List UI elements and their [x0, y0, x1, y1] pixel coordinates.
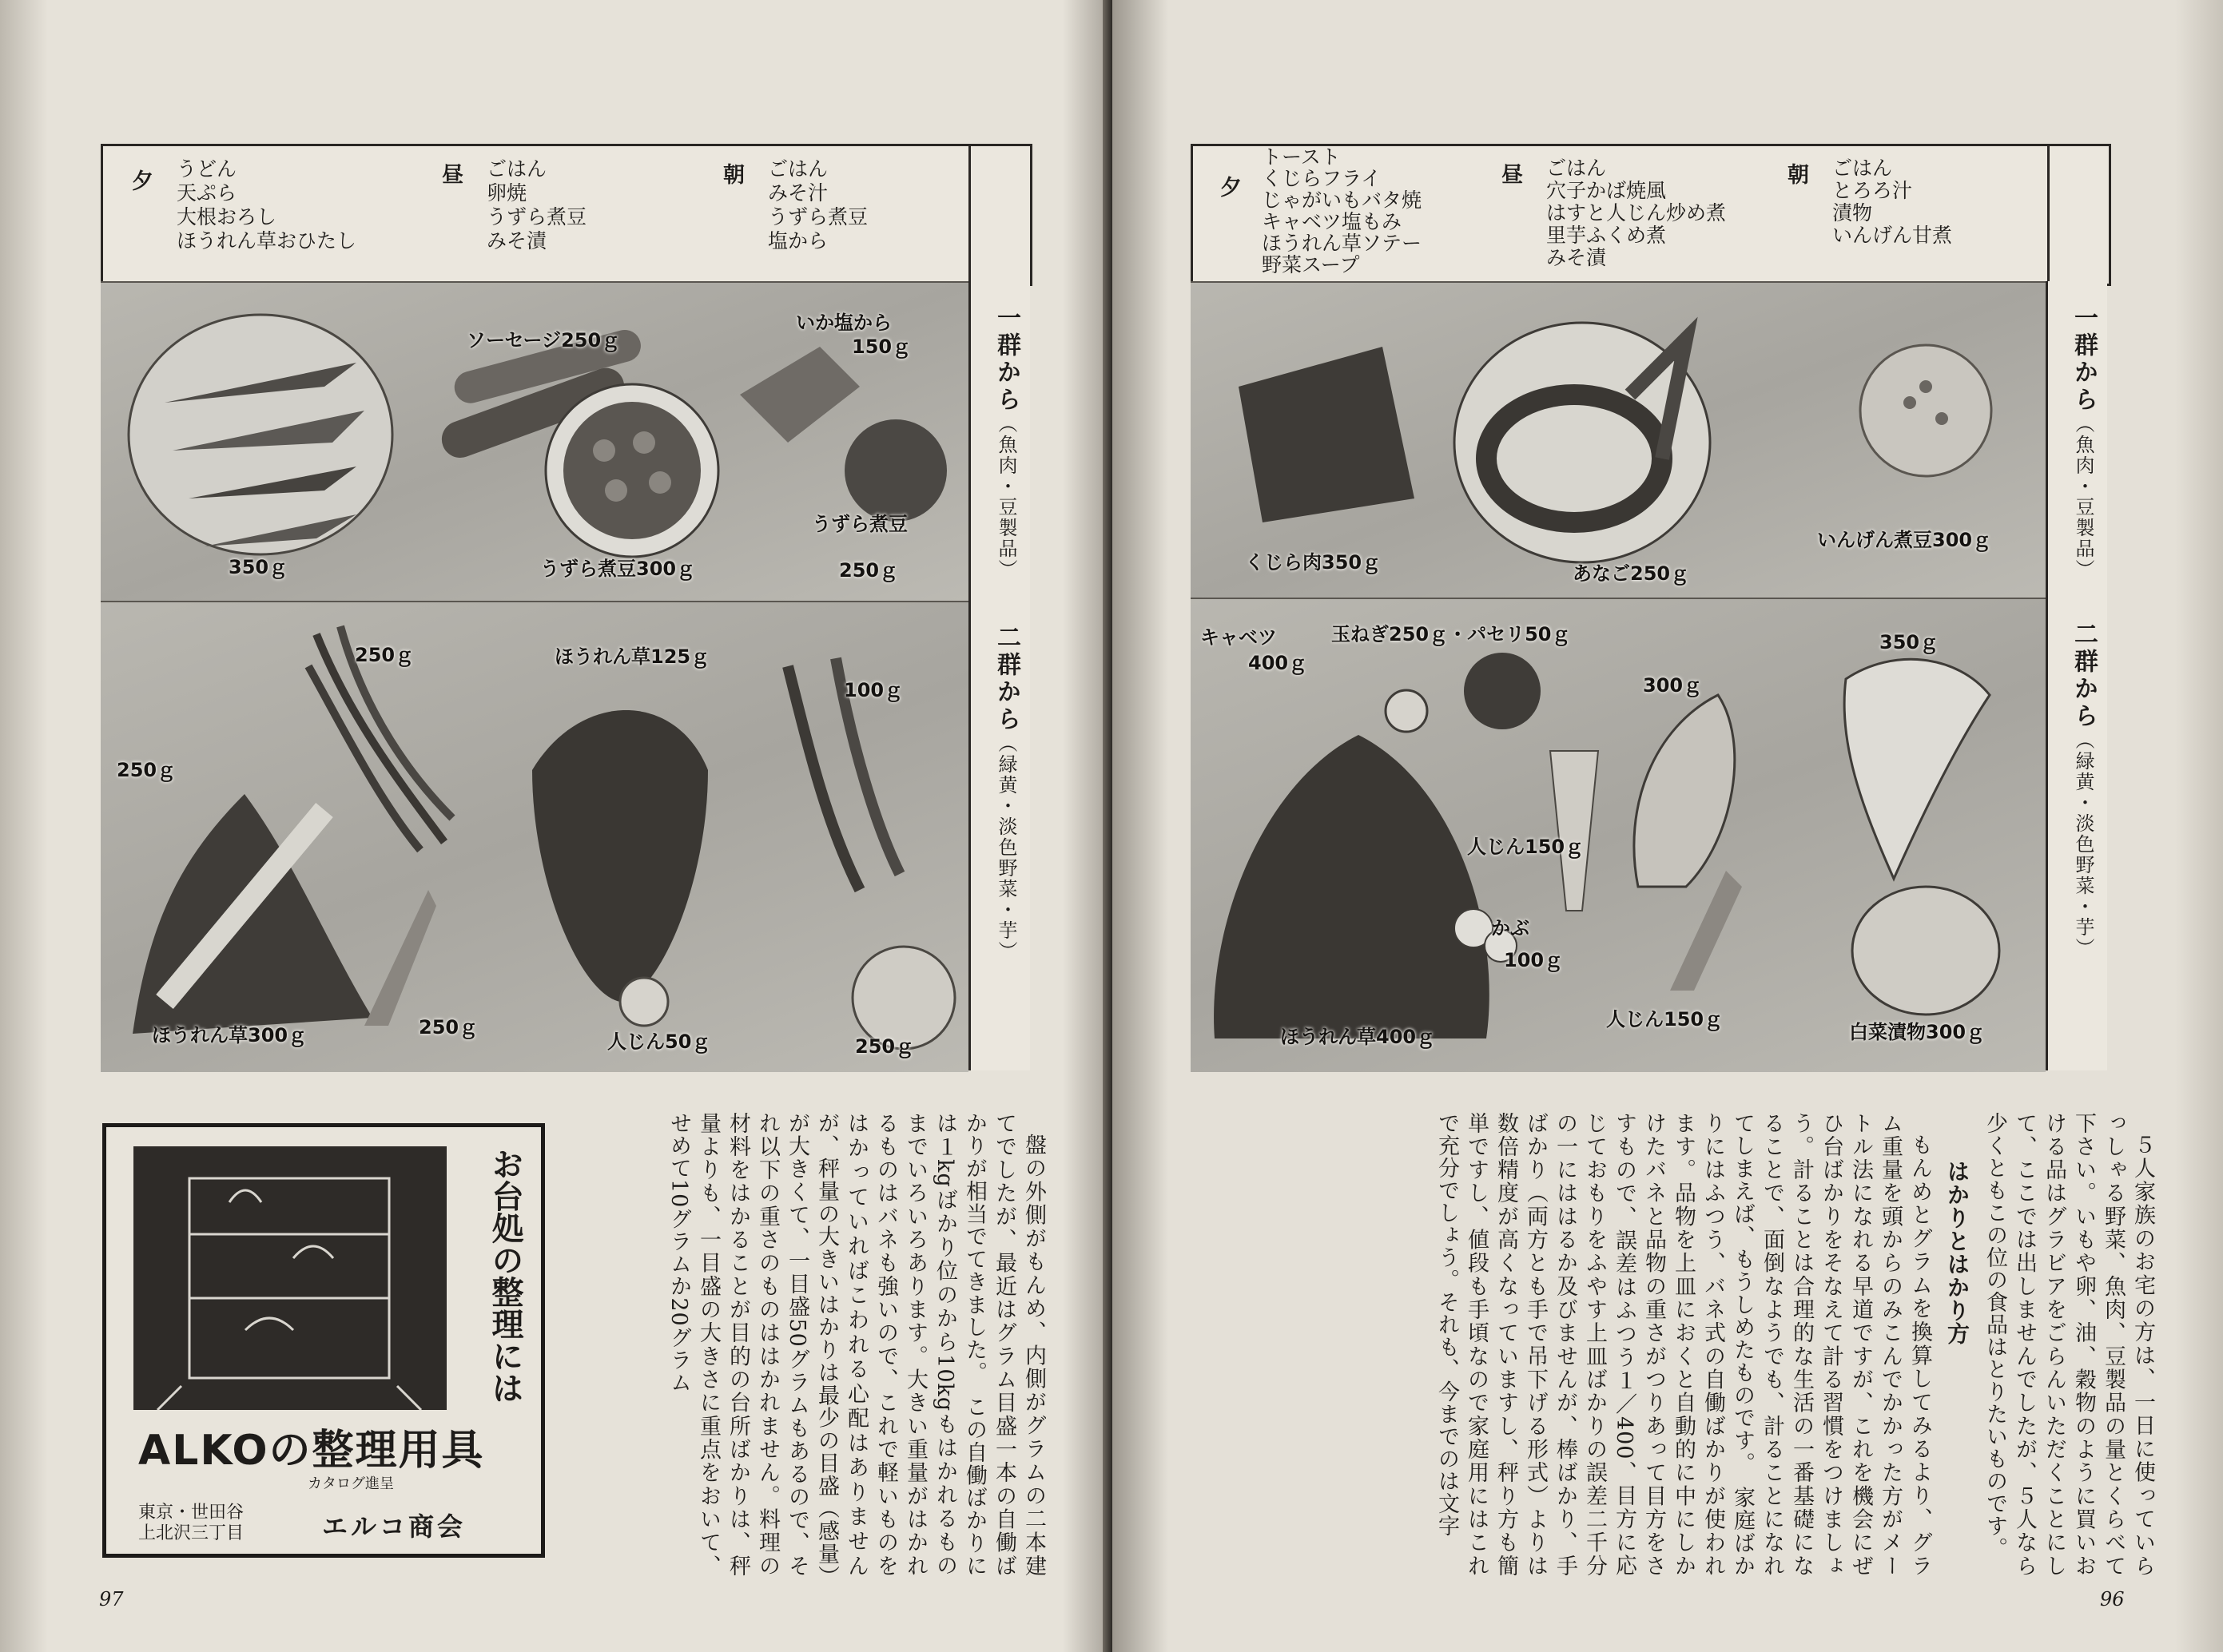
- advertisement: [102, 1123, 545, 1558]
- group1-photo: [1191, 281, 2046, 599]
- page-number: 96: [2100, 1588, 2125, 1610]
- caption: 250ｇ: [855, 1035, 915, 1058]
- intro-paragraph: ５人家族のお宅の方は、一日に使っていらっしゃる野菜、魚肉、豆製品の量とくらべて下さい。いもや卵、油、穀物のように買いおける品はグラビアをごらんいただくことにして、ここでは出しませんでしたが、５人なら少くともこの位の食品はとりたいものです。: [1982, 1112, 2155, 1578]
- menu-side-column: [968, 146, 1030, 284]
- caption: 玉ねぎ250ｇ・パセリ50ｇ: [1331, 623, 1571, 645]
- group1-side-label: [2046, 281, 2107, 598]
- caption: 人じん150ｇ: [1606, 1008, 1724, 1031]
- conger-eel-plate-illustration: [1446, 307, 1718, 570]
- group-label: 二群から: [992, 625, 1020, 733]
- caption: 350ｇ: [229, 556, 288, 578]
- caption: キャベツ: [1200, 626, 1277, 649]
- meal-label: 夕: [1220, 176, 1242, 201]
- shelf-rack-photo: [133, 1146, 447, 1410]
- napa-cabbage-pickle-illustration: [1846, 879, 2006, 1023]
- caption: あなご250ｇ: [1573, 562, 1690, 585]
- caption: 350ｇ: [1879, 631, 1939, 653]
- meal-items: トースト くじらフライ じゃがいもバタ焼 キャベツ塩もみ ほうれん草ソテー 野菜スープ: [1262, 145, 1422, 276]
- dish-rack-icon: [133, 1146, 447, 1410]
- cabbage-spinach-illustration: [1199, 687, 1518, 1054]
- meal-label: 昼: [1501, 163, 1523, 188]
- meal-label: 昼: [442, 163, 463, 188]
- caption: 白菜漬物300ｇ: [1849, 1021, 1986, 1043]
- group-sublabel: （緑黄・淡色野菜・芋）: [2072, 730, 2094, 959]
- ad-brand: ALKOの整理用具: [138, 1427, 485, 1475]
- group2-photo: [101, 601, 968, 1072]
- parsley-illustration: [1454, 647, 1550, 735]
- small-carrot-illustration: [1654, 863, 1750, 999]
- page-96: [1112, 0, 2223, 1652]
- ad-company: エルコ商会: [322, 1511, 467, 1542]
- section-heading: はかりとはかり方: [1944, 1160, 1970, 1345]
- fish-plate-illustration: [117, 291, 404, 578]
- caption: うずら煮豆: [812, 513, 908, 535]
- body-text: 盤の外側がもんめ、内側がグラムの二本建てでしたが、最近はグラム目盛一本の自働ばかりが相当でてきました。 この自働ばかりには１kgばかり位のから10kgもはかれるものまでいろいろあります。大きい重量がはかれるものはバネも強いので、これで軽いものをはかっていればこわれる心配はありませんが、秤量の大きいはかりは最少の目盛（感量）が大きくて、一目盛50グラムもあるので、それ以下の重さのものははかれません。料理の材料をはかることが目的の台所ばかりは、秤量よりも、一目盛の大きさに重点をおいて、せめて10グラムか20グラム: [666, 1112, 1046, 1577]
- menu-box: [101, 144, 1032, 286]
- caption: 100ｇ: [1504, 949, 1564, 971]
- caption: ほうれん草125ｇ: [555, 645, 710, 668]
- caption: うずら煮豆300ｇ: [540, 558, 696, 580]
- group1-photo: [101, 281, 968, 602]
- caption: いんげん煮豆300ｇ: [1817, 529, 1992, 551]
- page-97: [0, 0, 1111, 1652]
- meal-items: うどん 天ぷら 大根おろし ほうれん草おひたし: [177, 157, 357, 252]
- caption: 人じん50ｇ: [607, 1031, 711, 1053]
- menu-box: [1191, 144, 2111, 286]
- ad-address: 東京・世田谷 上北沢三丁目: [138, 1503, 245, 1543]
- meal-items: ごはん みそ汁 うずら煮豆 塩から: [768, 157, 869, 252]
- caption: いか塩から: [796, 312, 892, 334]
- group2-photo: [1191, 598, 2046, 1072]
- caption: 250ｇ: [419, 1016, 479, 1038]
- caption: ほうれん草300ｇ: [152, 1024, 308, 1046]
- caption: ほうれん草400ｇ: [1280, 1026, 1436, 1048]
- page-number: 97: [99, 1588, 124, 1610]
- body-text: [1183, 1112, 2157, 1577]
- caption: 人じん150ｇ: [1467, 836, 1585, 858]
- spinach-bunch-illustration: [516, 674, 724, 1010]
- caption: 250ｇ: [355, 644, 415, 666]
- group-label: 二群から: [2070, 621, 2098, 730]
- caption: 400ｇ: [1248, 652, 1308, 674]
- group1-side-label: [968, 281, 1030, 601]
- caption: くじら肉350ｇ: [1245, 551, 1382, 574]
- menu-side-column: [2047, 146, 2109, 284]
- caption: 300ｇ: [1643, 674, 1703, 697]
- group-label: 一群から: [2070, 305, 2098, 414]
- meal-label: 朝: [723, 163, 745, 188]
- meal-label: 朝: [1788, 163, 1809, 188]
- group-sublabel: （緑黄・淡色野菜・芋）: [995, 733, 1017, 962]
- group-label: 一群から: [992, 305, 1020, 414]
- group-sublabel: （魚肉・豆製品）: [2072, 414, 2094, 580]
- kidney-beans-illustration: [1846, 331, 2006, 490]
- meal-label: 夕: [132, 169, 153, 194]
- ad-tagline: お台処の整理には: [487, 1148, 524, 1404]
- caption: ソーセージ250ｇ: [467, 329, 621, 351]
- carrot-illustration: [340, 874, 444, 1034]
- bean-bowl-illustration: [540, 379, 724, 562]
- group2-side-label: [968, 601, 1030, 1070]
- group2-side-label: [2046, 598, 2107, 1070]
- small-carrot-illustration: [612, 970, 676, 1034]
- whale-meat-illustration: [1223, 339, 1430, 530]
- meal-items: ごはん 卵焼 うずら煮豆 みそ漬: [487, 157, 587, 252]
- section-paragraph: もんめとグラムを換算してみるより、グラム重量を頭からのみこんでかかった方がメートル法になれる早道ですが、これを機会にぜひ台ばかりをそなえて計る習慣をつけましょう。計ることは合理的な生活の一番基礎になることで、面倒なようでも、計ることになれてしまえば、もうしめたものです。 家庭ばかりにはふつう、バネ式の自働ばかりが使われます。品物を上皿におくと自動的に中にしかけたバネと品物の重さがつりあって目方をさすもので、誤差はふつう１／400、目方に応じておもりをふやす上皿ばかりの誤差二千分の一にははるか及びませんが、棒ばかり、手ばかり（両方とも手で吊下げる形式）よりは数倍精度が高くなっていますし、秤り方も簡単ですし、値段も手頃なので家庭用にはこれで充分でしょう。それも、今までのは文字: [1434, 1112, 1932, 1577]
- caption: かぶ: [1491, 917, 1529, 939]
- meal-items: ごはん とろろ汁 漬物 いんげん甘煮: [1832, 157, 1953, 247]
- caption: 150ｇ: [852, 336, 912, 358]
- taro-illustration: [1830, 647, 2006, 887]
- meal-items: ごはん 穴子かば焼風 はすと人じん炒め煮 里芋ふくめ煮 みそ漬: [1546, 157, 1727, 269]
- caption: 100ｇ: [844, 679, 904, 701]
- ad-catalog: カタログ進呈: [308, 1475, 394, 1492]
- group-sublabel: （魚肉・豆製品）: [995, 414, 1017, 580]
- caption: 250ｇ: [117, 759, 177, 781]
- caption: 250ｇ: [839, 559, 899, 582]
